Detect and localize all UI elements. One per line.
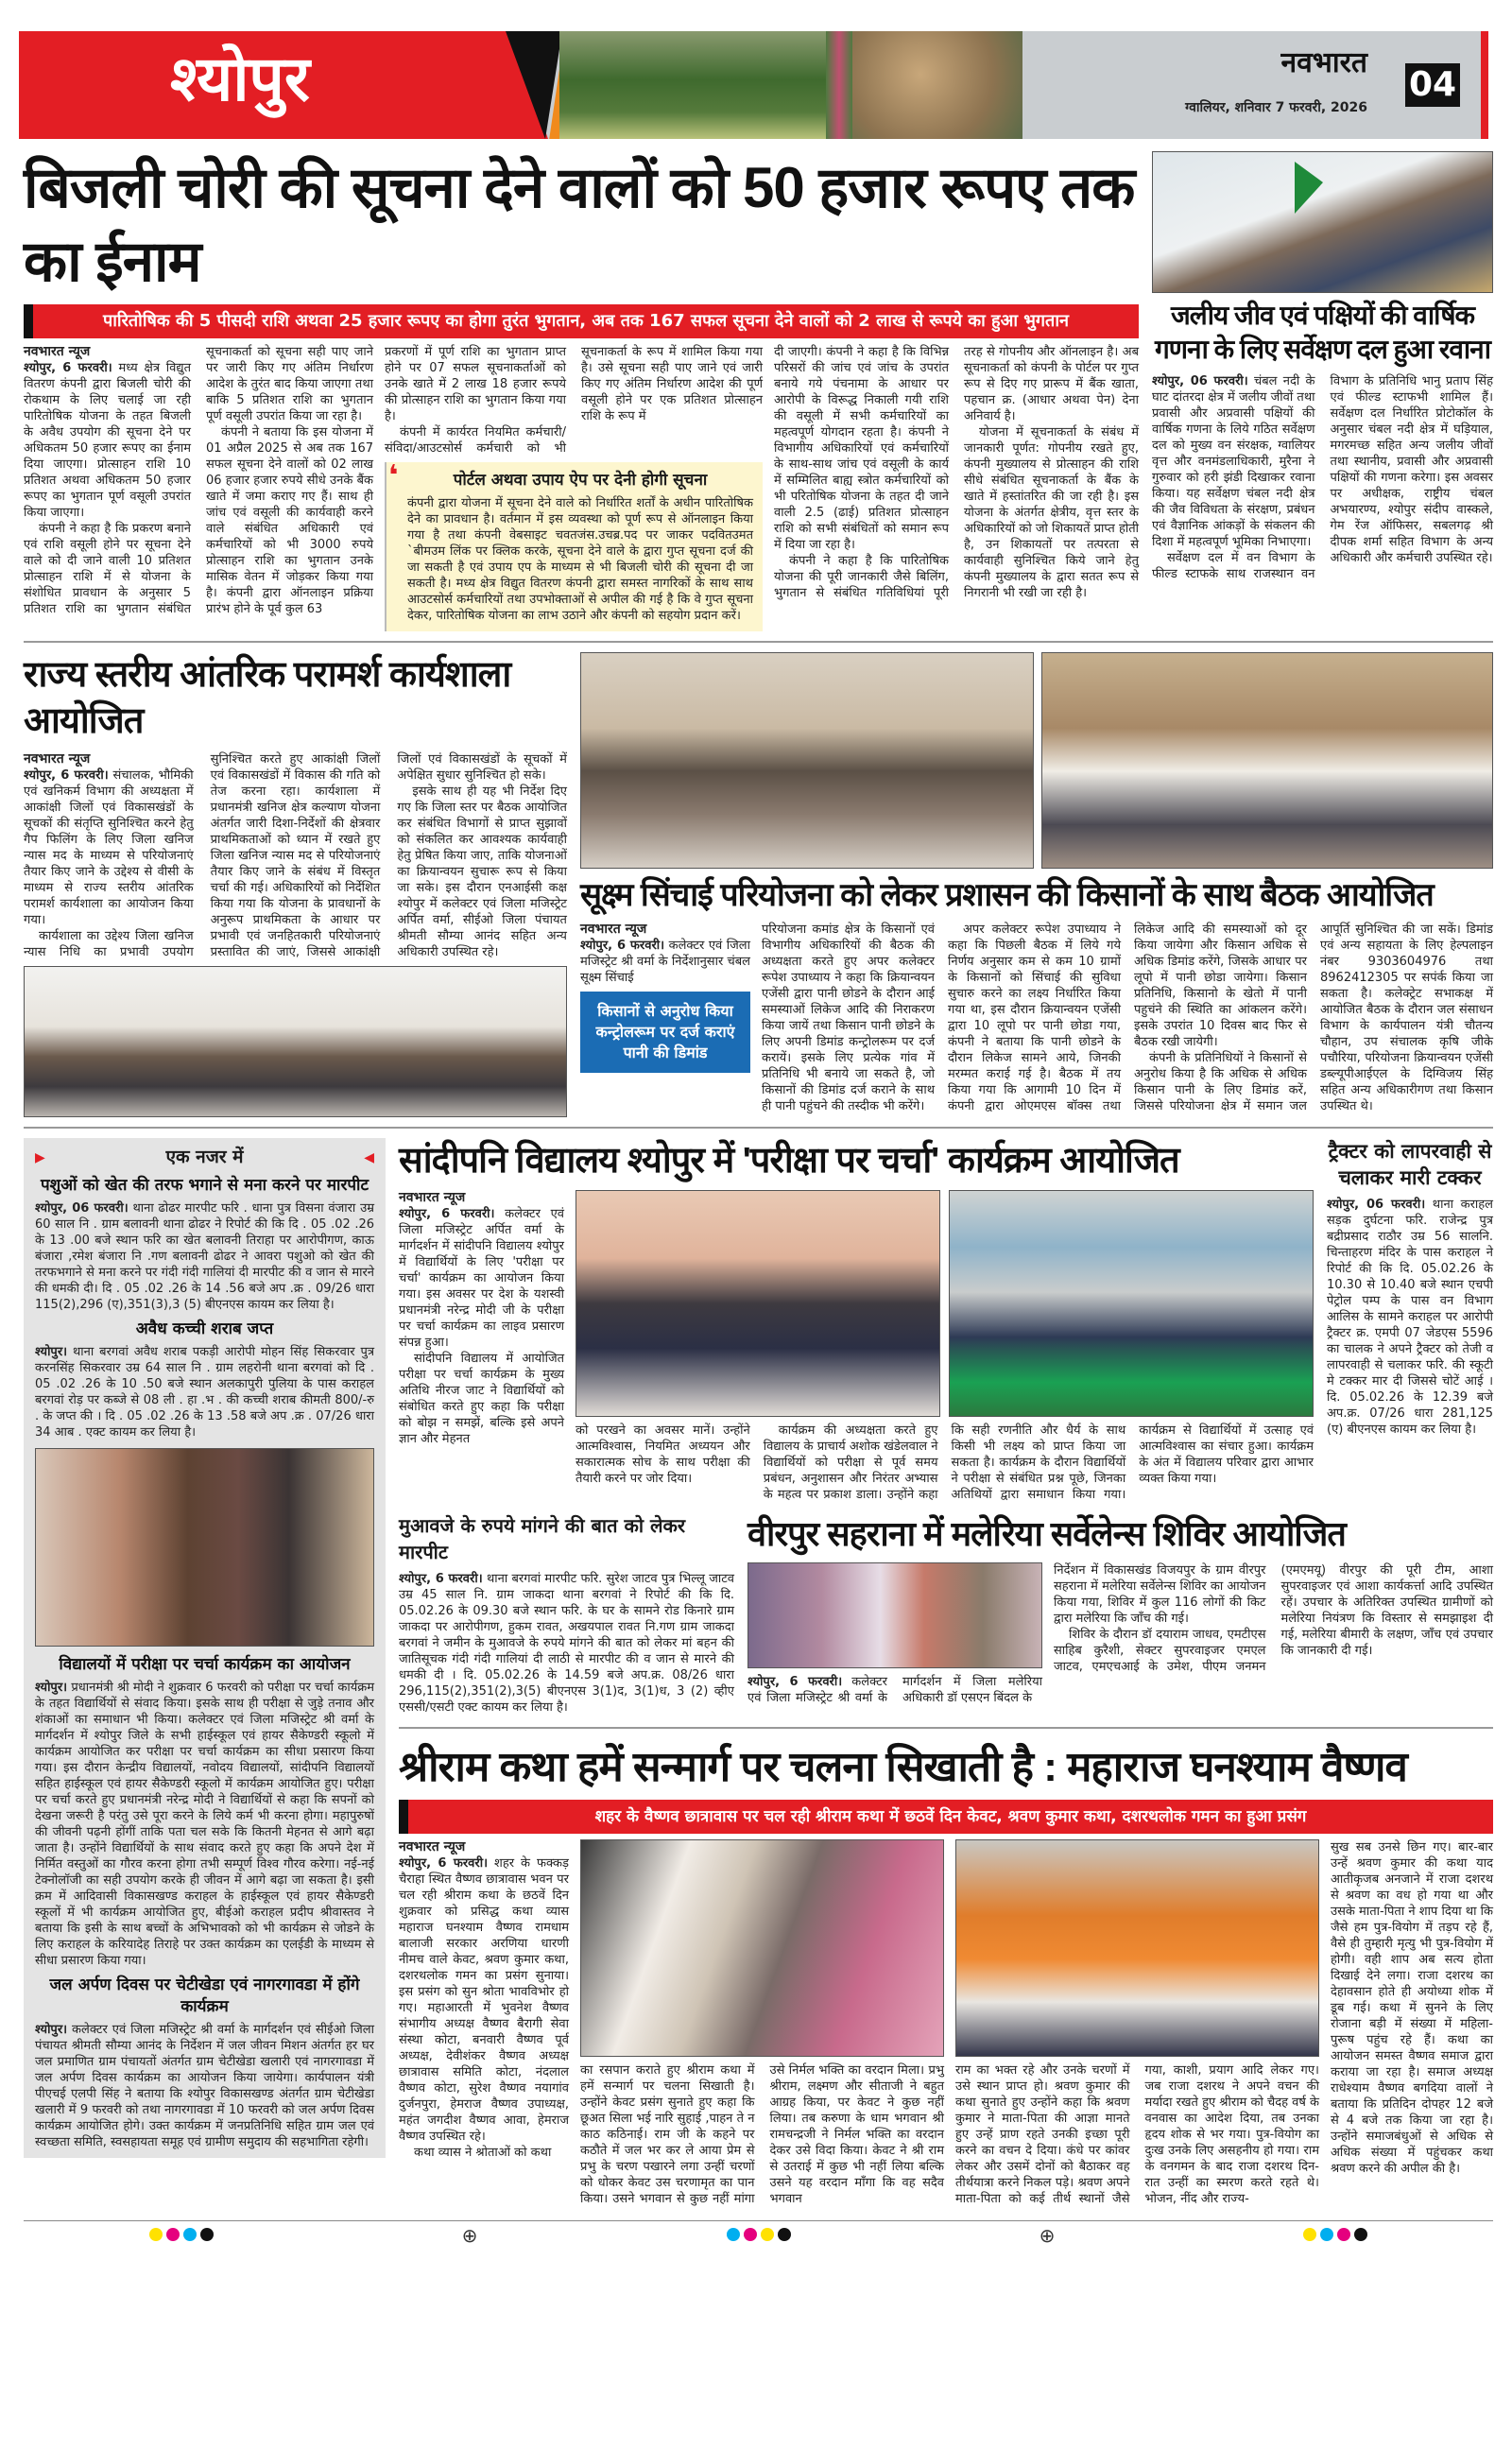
photo-survey-team-boat: [1152, 151, 1493, 293]
sandipani-article: [399, 1138, 1314, 1503]
crosshair-icon: ⊕: [461, 2224, 478, 2248]
jaliya-headline: जलीय जीव एवं पक्षियों की वार्षिक गणना के लिए सर्वेक्षण दल हुआ रवाना: [1155, 301, 1490, 365]
photo-led-broadcast: [35, 1448, 374, 1647]
sandipani-body: को परखने का अवसर मानें। उन्होंने आत्मविश्वास, नियमित अध्ययन और सकारात्मक सोच के साथ परीक्षा की तैयारी करने पर जोर दिया। कार्यक्रम की अध्यक्षता करते हुए विद्यालय के प्राचार्य अशोक खंडेलवाल ने विद्यार्थियों को परीक्षा से पूर्व समय प्रबंधन, अनुशासन और निरंतर अभ्यास के महत्व पर प्रकाश डाला। उन्होंने कहा कि सही रणनीति और धैर्य के साथ किसी भी लक्ष्य को प्राप्त किया जा सकता है। कार्यक्रम के दौरान विद्यार्थियों ने परीक्षा से संबंधित प्रश्न पूछे, जिनका अतिथियों द्वारा समाधान किया गया। कार्यक्रम से विद्यार्थियों में उत्साह एवं आत्मविश्वास का संचार हुआ। कार्यक्रम के अंत में विद्यालय परिवार द्वारा आभार व्यक्त किया गया।: [576, 1423, 1314, 1503]
quote-mark-icon: ❛: [388, 459, 399, 492]
tractor-article: [1327, 1138, 1493, 1438]
photo-malaria-camp: [747, 1562, 1042, 1668]
shriram-article: [399, 1740, 1493, 2207]
lead-body: [24, 344, 1139, 631]
photo-farmers-meeting: [1041, 652, 1493, 869]
right-stories: [399, 1138, 1493, 2208]
page-content: [24, 0, 1493, 2250]
tractor-body: श्योपुर, 06 फरवरी। थाना कराहल सड़क दुर्घटना फरि. राजेन्द्र पुत्र बद्रीप्रसाद राठौर उम्र 56 सालनि. चिन्ताहरण मंदिर के पास कराहल ने रिपोर्ट की कि दि. 05.02.26 के 10.30 से 10.40 बजे स्थान एचपी पेट्रोल पम्प के पास वन विभाग आलिस के सामने कराहल पर आरोपी ट्रैक्टर क्र. एमपी 07 जेडएस 5596 का चालक ने अपने ट्रैक्टर को तेजी व लापरवाही से चलाकर फरि. की स्कूटी मे टक्कर मार दी जिससे चोटें आई । दि. 05.02.26 के 12.39 बजे अप.क्र. 07/26 धारा 281,125 (ए) बीएनएस कायम कर लिया है।: [1327, 1197, 1493, 1437]
color-dots: [1301, 2227, 1369, 2245]
muavje-body: श्योपुर, 6 फरवरी। थाना बरगवां मारपीट फरि. सुरेश जाटव पुत्र भिल्लू जाटव उम्र 45 साल नि. ग्राम जाकदा थाना बरगवां ने रिपोर्ट की कि दि. 05.02.26 के 09.30 बजे स्थान फरि. के घर के सामने रोड किनारे ग्राम जाकदा पर आरोपीगण, हुकम रावत, अखयपाल रावत नि.गण ग्राम जाकदा बरगवां ने जमीन के मुआवजे के रुपये मांगने की बात को लेकर मां बहन की जातिसूचक गंदी गंदी गालियां दी लाठी से मारपीट की व जान से मारने की धमकी दी । दि. 05.02.26 के 14.59 बजे अप.क्र. 08/26 धारा 296,115(2),351(2),3(5) बीएनएस 3(1)द, 3(1)ध, 3 (2) व्हीए एससी/एसटी एक्ट कायम कर लिया है।: [399, 1572, 735, 1716]
rajya-headline: राज्य स्तरीय आंतरिक परामर्श कार्यशाला आयोजित: [24, 654, 511, 742]
lead-headline: बिजली चोरी की सूचना देने वालों को 50 हजार रूपए तक का ईनाम: [24, 156, 1135, 293]
veerpur-article: [747, 1512, 1493, 1706]
quote-title: पोर्टल अथवा उपाय ऐप पर देनी होगी सूचना: [453, 471, 708, 490]
rajya-article: [24, 652, 567, 1117]
lead-middle: [385, 344, 763, 631]
nazar-item-title: अवैध कच्ची शराब जप्त: [135, 1320, 274, 1339]
photo-students-watching-screen: [949, 1190, 1314, 1417]
jaliya-article: [1152, 151, 1493, 582]
divider: [24, 1127, 1493, 1129]
green-flag: [1295, 162, 1323, 214]
sukshm-columns: [580, 922, 1493, 1114]
muavje-article: [399, 1512, 734, 1716]
triangle-left-icon: ◀: [364, 1149, 374, 1165]
section-title: श्योपुर: [170, 43, 310, 115]
ek-nazar-box: ▶ एक नजर में ◀ पशुओं को खेत की तरफ भगाने से मना करने पर मारपीट श्योपुर, 06 फरवरी। थाना ढोढर मारपीट फरि . धाना पुत्र विसना वंजारा उम्र 60 साल नि . ग्राम बलावनी थाना ढोढर ने रिपोर्ट की कि दि . 05 .02 .26 के 13 .00 बजे स्थान फरि का खेत बलावनी तिराहा पर आरोपीगण, काऊ बंजारा ,रमेश बंजारा नि .गण बलावनी ढोढर ने आवरा पशुओ को खेत की तरफभगाने से मना करने पर गंदी गंदी गालियां दी मारपीट की व जान से मारने की धमकी दी। दि . 05 .02 .26 के 14 .56 बजे अप .क्र . 09/26 धारा 115(2),296 (ए),351(3),3 (5) बीएनएस कायम कर लिया है। अवैध कच्ची शराब जप्त श्योपुर। थाना बरगवां अवैध शराब पकड़ी आरोपी मोहन सिंह सिकरवार पुत्र करनसिंह सिकरवार उम्र 64 साल नि . ग्राम लहरोनी थाना बरगवां को दि . 05 .02 .26 के 10 .50 बजे स्थान अलकापुरी पुलिया के पास कराहल बरगवां रोड़ पर कब्जे से 08 ली . हा .भ . की कच्ची शराब कीमती 800/-रु . के जप्त की । दि . 05 .02 .26 के 13 .58 बजे अप .क्र . 07/26 धारा 34 आब . एक्ट कायम कर लिया है। विद्यालयों में परीक्षा पर चर्चा कार्यक्रम का आयोजन श्योपुर। प्रधानमंत्री श्री मोदी ने शुक्रवार 6 फरवरी को परीक्षा पर चर्चा कार्यक्रम के तहत विद्यार्थियों से संवाद किया। इसके साथ ही परीक्षा से जुड़े तनाव और शंकाओं का समाधान भी किया। कलेक्टर एवं जिला मजिस्ट्रेट श्री वर्मा के मार्गदर्शन में श्योपुर जिले के सभी हाईस्कूल एवं हायर सैकेण्डरी स्कूलो में कार्यक्रम आयोजित कर परीक्षा पर चर्चा कार्यक्रम का सीधा प्रसारण किया गया। इस दौरान केन्द्रीय विद्यालयों, नवोदय विद्यालयों, सांदीपनि विद्यालयों सहित हाईस्कूल एवं हायर सैकेण्डरी स्कूलो में कार्यक्रम आयोजित हुए। परीक्षा पर चर्चा करते हुए प्रधानमंत्री नरेन्द्र मोदी ने विद्यार्थियों से कहा कि सपनों को देखना जरूरी है परंतु उसे पूरा करने के लिये कर्म भी करना होगा। महापुरुषों की जीवनी पढ़नी होंगीं ताकि पता चल सके कि कितनी मेहनत से आगे बढ़ा जाता है। उन्होंने विद्यार्थियों के साथ संवाद करते हुए कहा कि अपने देश में निर्मित वस्तुओं का गौरव करना होगा तभी सम्पूर्ण विश्व गौरव करेगा। नई-नई टेक्नोलॉजी का सही उपयोग करके ही जीवन में आगे बढ़ा जा सकता है। इसी क्रम में आदिवासी विकासखण्ड कराहल के हाईस्कूल एवं हायर सैकेण्डरी स्कूलों में भी कार्यक्रम आयोजित हुए, बीईओ कराहल प्रदीप श्रीवास्तव ने बताया कि इसी के साथ बच्चों के अभिभावको को भी कार्यक्रम से जोडने के लिए कराहल के करियादेह तिराहे पर उक्त कार्यक्रम का एलईडी के माध्यम से सीधा प्रसारण किया गया। जल अर्पण दिवस पर चेटीखेडा एवं नागरगावडा में होंगे कार्यक्रम श्योपुर। कलेक्टर एवं जिला मजिस्ट्रेट श्री वर्मा के मार्गदर्शन एवं सीईओ जिला पंचायत श्रीमती सौम्या आनंद के निर्देशन में जल जीवन मिशन अंतर्गत हर घर जल प्रमाणित ग्राम पंचायतों अंतर्गत ग्राम चेटीखेडा खलारी एवं नागरगावडा में जल अर्पण दिवस कार्यक्रम का आयोजन किया जायेगा। कार्यपालन यंत्री पीएचई एलपी सिंह ने बताया कि श्योपुर विकासखण्ड अंतर्गत ग्राम चेटीखेडा खलारी में 9 फरवरी को तथा नागरगावडा में 10 फरवरी को जल अर्पण दिवस कार्यक्रम आयोजित होगे। उक्त कार्यक्रम में जनप्रतिनिधि सहित ग्राम जल एवं स्वच्छता समिति, स्वसहायता समूह एवं ग्रामीण समुदाय की सहभागिता रहेगी।: [24, 1138, 386, 2158]
lead-strapline: पारितोषिक की 5 पीसदी राशि अथवा 25 हजार रूपए का होगा तुरंत भुगतान, अब तक 167 सफल सूचना देने वालों को 2 लाख से रूपये का हुआ भुगतान: [24, 304, 1139, 338]
rajya-body: नवभारत न्यूज श्योपुर, 6 फरवरी। संचालक, भौमिकी एवं खनिकर्म विभाग की अध्यक्षता में आकांक्षी जिलों एवं विकासखंडों के सूचकों की संतृप्ति सुनिश्चित करने हेतु गैप फिलिंग के लिए जिला खनिज न्यास मद के माध्यम से परियोजनाएं तैयार किए जाने के उद्देश्य से वीसी के माध्यम से राज्य स्तरीय आंतरिक परामर्श कार्यशाला का आयोजन किया गया। कार्यशाला का उद्देश्य जिला खनिज न्यास निधि का प्रभावी उपयोग सुनिश्चित करते हुए आकांक्षी जिलों एवं विकासखंडों में विकास की गति को तेज करना रहा। कार्यशाला में प्रधानमंत्री खनिज क्षेत्र कल्याण योजना अंतर्गत जारी दिशा-निर्देशों की क्षेत्रवार प्राथमिकताओं को ध्यान में रखते हुए जिला खनिज न्यास मद से परियोजनाएं तैयार किए जाने के संबंध में विस्तृत चर्चा की गई। अधिकारियों को निर्देशित किया गया कि योजना के प्रावधानों के अनुरूप प्राथमिकता के आधार पर प्रभावी एवं जनहितकारी परियोजनाएं प्रस्तावित की जाएं, जिससे आकांक्षी जिलों एवं विकासखंडों के सूचकों में अपेक्षित सुधार सुनिश्चित हो सके। इसके साथ ही यह भी निर्देश दिए गए कि जिला स्तर पर बैठक आयोजित कर संबंधित विभागों से प्राप्त सुझावों को संकलित कर आवश्यक कार्यवाही हेतु प्रेषित किया जाए, ताकि योजनाओं का क्रियान्वयन सुचारू रूप से किया जा सके। इस दौरान एनआईसी कक्ष श्योपुर में कलेक्टर एवं जिला मजिस्ट्रेट अर्पित वर्मा, सीईओ जिला पंचायत श्रीमती सौम्या आनंद सहित अन्य अधिकारी उपस्थित रहे।: [24, 751, 567, 959]
meeting-photos: [580, 652, 1493, 869]
muavje-headline: मुआवजे के रुपये मांगने की बात को लेकर मारपीट: [399, 1514, 686, 1564]
veerpur-body-under-photo: श्योपुर, 6 फरवरी। कलेक्टर एवं जिला मजिस्ट्रेट श्री वर्मा के मार्गदर्शन में जिला मलेरिया अधिकारी डॉ एसएन बिंदल के: [747, 1674, 1042, 1705]
tractor-headline: ट्रैक्टर को लापरवाही से चलाकर मारी टक्कर: [1328, 1139, 1492, 1189]
lead-body-right: दी जाएगी। कंपनी ने कहा है कि विभिन्न परिसरों की जांच एवं जांच के उपरांत बनाये गये पंचनामा के आधार पर आरोपी के विरूद्ध निकाली गयी राशि की वसूली में सभी कर्मचारियों का महत्वपूर्ण योगदान रहता है। कंपनी ने विभागीय अधिकारियों एवं कर्मचारियों के साथ-साथ जांच एवं वसूली के कार्य में सम्मिलित बाह्य स्त्रोत कर्मचारियों को भी परितोषिक योजना के तहत दी जाने वाली 2.5 (ढाई) प्रतिशत प्रोत्साहन राशि को सभी संबंधितों को समान रूप में दिया जा रहा है। कंपनी ने कहा है कि पारितोषिक योजना की पूरी जानकारी जैसे बिलिंग, भुगतान से संबंधित गतिविधियां पूरी तरह से गोपनीय और ऑनलाइन है। अब सूचनाकर्ता को कंपनी के पोर्टल पर गुप्त रूप से दिए गए प्रारूप में बैंक खाता, पहचान क्र. (आधार अथवा पेन) देना अनिवार्य है। योजना में सूचनाकर्ता के संबंध में जानकारी पूर्णत: गोपनीय रखते हुए, कंपनी मुख्यालय से प्रोत्साहन की राशि सीधे संबंधित सूचनाकर्ता के बैंक के खाते में हस्तांतरित की जा रही है। इस योजना के अंतर्गत क्षेत्रीय, वृत्त स्तर के अधिकारियों को जो शिकायतें प्राप्त होती है, उन शिकायतों पर तत्परता से कार्यवाही सुनिश्चित किये जाने हेतु कंपनी मुख्यालय के द्वारा सतत रूप से निगरानी भी रखी जा रही है।: [774, 345, 1139, 600]
registration-marks: [24, 2221, 1493, 2250]
crosshair-icon: ⊕: [1039, 2224, 1056, 2248]
lead-quote-box: [385, 459, 763, 631]
shriram-headline: श्रीराम कथा हमें सन्मार्ग पर चलना सिखाती है : महाराज घनश्याम वैष्णव: [399, 1744, 1407, 1791]
nazar-item-title: विद्यालयों में परीक्षा पर चर्चा कार्यक्रम का आयोजन: [59, 1655, 351, 1675]
page-number: 04: [1405, 63, 1460, 107]
color-dots: [725, 2227, 793, 2245]
sukshm-article: [580, 652, 1493, 1114]
shriram-body-mid: का रसपान कराते हुए श्रीराम कथा में हमें सन्मार्ग पर चलना सिखाती है। उन्होंने केवट प्रसंग सुनाते हुए कहा कि छूअत सिला भई नारि सुहाई ,पाहन ते न काठ कठिनाई। राम जी के कहने पर कठौते में जल भर कर ले आया प्रेम से प्रभु के चरण पखारने लगा उन्हीं चरणों को धोकर केवट उस चरणामृत का पान किया। उसने भगवान से कुछ नहीं मांगा उसे निर्मल भक्ति का वरदान मिला। प्रभु श्रीराम, लक्ष्मण और सीताजी ने बहुत आग्रह किया, पर केवट ने कुछ नहीं लिया। तब करुणा के धाम भगवान श्री रामचन्द्रजी ने निर्मल भक्ति का वरदान देकर उसे विदा किया। केवट ने श्री राम से उतराई में कुछ भी नहीं लिया बल्कि उसने यह वरदान माँगा कि वह सदैव भगवान: [580, 2063, 944, 2207]
edition-dateline: ग्वालियर, शनिवार 7 फरवरी, 2026: [1185, 100, 1367, 115]
quote-text: कंपनी द्वारा योजना में सूचना देने वाले को निर्धारित शर्तों के अधीन पारितोषिक देने का प्रावधान है। वर्तमान में इस व्यवस्था को पूर्ण रूप से ऑनलाइन किया गया है तथा कंपनी वेबसाइट चवतजंस.उचब्र.पद पर जाकर पदवितउमत `बीमउम लिंक पर क्लिक करके, सूचना देने वाले के द्वारा गुप्त सूचना दर्ज की जा सकती है एवं उपाय एप के माध्यम से भी बिजली चोरी की सूचना दी जा सकती है। मध्य क्षेत्र विद्युत वितरण कंपनी द्वारा समस्त नागरिकों के साथ साथ आउटसोर्स कर्मचारियों तथा उपभोक्ताओं से अपील की गई है कि वे गुप्त सूचना देकर, पारितोषिक योजना का लाभ उठाने और कंपनी को सहयोग प्रदान करें।: [407, 495, 753, 623]
shriram-strapline: शहर के वैष्णव छात्रावास पर चल रही श्रीराम कथा में छठवें दिन केवट, श्रवण कुमार कथा, दशरथलोक गमन का हुआ प्रसंग: [399, 1800, 1493, 1834]
nazar-item-title: जल अर्पण दिवस पर चेटीखेडा एवं नागरगावडा में होंगे कार्यक्रम: [49, 1976, 360, 2017]
sukshm-body: परियोजना कमांड क्षेत्र के किसानों एवं विभागीय अधिकारियों की बैठक की अध्यक्षता करते हुए अपर कलेक्टर रूपेश उपाध्याय ने कहा कि क्रियान्वयन एजेंसी द्वारा पानी छोडने के दौरान आई समस्याओं लिकेज आदि की निराकरण किया जायें तथा किसान पानी छोडने के लिए अपनी डिमांड कन्ट्रोलरूम पर दर्ज करायें। इसके लिए प्रत्येक गांव में प्रतिनिधि भी बनाये जा सकते है, जो किसानों की डिमांड दर्ज कराने के साथ ही पानी पहुंचने की तस्दीक भी करेंगे। अपर कलेक्टर रूपेश उपाध्याय ने कहा कि पिछली बैठक में लिये गये निर्णय अनुसार कम से कम 10 ग्रामों के किसानों को सिंचाई की सुविधा सुचारु करने का लक्ष्य निर्धारित किया गया था, इस दौरान क्रियान्वयन एजेंसी द्वारा 10 लूपो पर पानी छोडा गया, कंपनी ने बताया कि पानी छोडने के दौरान लिकेज सामने आये, जिनकी मरम्मत कराई गई है। बैठक में तय किया गया कि आगामी 10 दिन में कंपनी द्वारा ओएमएस बॉक्स तथा लिकेज आदि की समस्याओं को दूर किया जायेगा और किसान अधिक से अधिक डिमांड करेंगे, जिसके आधार पर लूपो में पानी छोडा जायेगा। किसान प्रतिनिधि, किसानो के खेतो में पानी पहुचंने की स्थिति का आंकलन करेंगे। इसके उपरांत 10 दिवस बाद फिर से बैठक रखी जायेगी। कंपनी के प्रतिनिधियों ने किसानों से अनुरोध किया है कि अधिक से अधिक किसान पानी के लिए डिमांड करें, जिससे परियोजना क्षेत्र में समान जल आपूर्ति सुनिश्चित की जा सकें। डिमांड एवं अन्य सहायता के लिए हेल्पलाइन नंबर 9303604976 तथा 8962412305 पर सपंर्क किया जा सकता है। कलेक्ट्रेट सभाकक्ष में आयोजित बैठक के दौरान जल संसाधन विभाग के कार्यपालन यंत्री चौतन्य चौहान, उप संचालक कृषि जीके पचौरिया, परियोजना क्रियान्वयन एजेंसी डब्ल्यूपीआईएल के दिग्विजय सिंह सहित अन्य अधिकारीगण तथा किसान उपस्थित थे।: [762, 923, 1493, 1114]
lead-article: [24, 151, 1139, 631]
lead-body-middle: प्रकरणों में पूर्ण राशि का भुगतान प्राप्त होने पर 07 सफल सूचनाकर्ताओं को उनके खाते में 2 लाख 18 हजार रूपये की प्रोत्साहन राशि का भुगतान किया गया है। कंपनी में कार्यरत नियमित कर्मचारी/ संविदा/आउटसोर्स कर्मचारी को भी सूचनाकर्ता के रूप में शामिल किया गया है। उसे सूचना सही पाए जाने एवं जारी किए गए अंतिम निर्धारण आदेश की पूर्ण वसूली होने पर एक प्रतिशत प्रोत्साहन राशि के रूप में: [385, 345, 763, 456]
nazar-item-title: पशुओं को खेत की तरफ भगाने से मना करने पर मारपीट: [40, 1176, 369, 1196]
sukshm-headline: सूक्ष्म सिंचाई परियोजना को लेकर प्रशासन की किसानों के साथ बैठक आयोजित: [580, 876, 1434, 913]
divider: [24, 641, 1493, 643]
shriram-col1: नवभारत न्यूज श्योपुर, 6 फरवरी। शहर के फक्कड़ चैराहा स्थित वैष्णव छात्रावास भवन पर चल रही श्रीराम कथा के छठवें दिन शुक्रवार को प्रसिद्ध कथा व्यास महाराज घनश्याम वैष्णव रामधाम बालाजी सरकार अरणिया धारणी नीमच वाले केवट, श्रवण कुमार कथा, दशरथलोक गमन का प्रसंग सुनाया। इस प्रसंग को सुन श्रोता भावविभोर हो गए। महाआरती में भुवनेश वैष्णव संभागीय अध्यक्ष वैष्णव बैरागी सेवा संस्था कोटा, बनवारी वैष्णव पूर्व अध्यक्ष, देवीशंकर वैष्णव अध्यक्ष छात्रावास समिति कोटा, नंदलाल वैष्णव कोटा, सुरेश वैष्णव नयागांव दुर्जनपुरा, हेमराज वैष्णव उपाध्यक्ष, महंत जगदीश वैष्णव आवा, हेमराज वैष्णव उपस्थित रहे। कथा व्यास ने श्रोताओं को कथा: [399, 1839, 569, 2161]
row-second: [24, 652, 1493, 1117]
row-sandipani: [399, 1138, 1493, 1503]
color-dots: [147, 2227, 215, 2245]
triangle-right-icon: ▶: [35, 1149, 45, 1165]
photo-workshop-officials: [24, 966, 567, 1117]
shriram-body-right: राम का भक्त रहे और उनके चरणों में उसे स्थान प्राप्त हो। श्रवण कुमार की कथा सुनाते हुए उन्होंने कहा कि श्रवण कुमार ने माता-पिता की आज्ञा मानते हुए उन्हें प्राण रहते उनकी इच्छा पूरी करने का वचन दे दिया। कंधे पर कांवर लेकर और उसमें दोनों को बैठाकर वह तीर्थयात्रा करने निकल पड़े। श्रवण अपने माता-पिता को कई तीर्थ स्थानों जैसे गया, काशी, प्रयाग आदि लेकर गए। जब राजा दशरथ ने अपने वचन की मर्यादा रखते हुए श्रीराम को चैदह वर्ष के वनवास का आदेश दिया, तब उनका हृदय शोक से भर गया। पुत्र-वियोग का दुःख उनके लिए असहनीय हो गया। राम के वनगमन के बाद राजा दशरथ दिन-रात उन्हीं का स्मरण करते रहते थे। भोजन, नींद और राज्य-: [955, 2063, 1319, 2207]
sukshm-col1: नवभारत न्यूज श्योपुर, 6 फरवरी। कलेक्टर एवं जिला मजिस्ट्रेट श्री वर्मा के निर्देशानुसार चंबल सूक्ष्म सिंचाई किसानों से अनुरोध किया कन्ट्रोलरूम पर दर्ज कराएं पानी की डिमांड: [580, 922, 750, 1078]
photo-guests-on-stage: [576, 1190, 940, 1417]
veerpur-headline: वीरपुर सहराना में मलेरिया सर्वेलेन्स शिविर आयोजित: [747, 1514, 1346, 1554]
sandipani-col1: नवभारत न्यूज श्योपुर, 6 फरवरी। कलेक्टर एवं जिला मजिस्ट्रेट अर्पित वर्मा के मार्गदर्शन में सांदीपनि विद्यालय श्योपुर में विद्यार्थियों के लिए 'परीक्षा पर चर्चा' कार्यक्रम का आयोजन किया गया। इस अवसर पर देश के यशस्वी प्रधानमंत्री नरेन्द्र मोदी जी के परीक्षा पर चर्चा कार्यक्रम का लाइव प्रसारण संपन्न हुआ। सांदीपनि विद्यालय में आयोजित परीक्षा पर चर्चा कार्यक्रम के मुख्य अतिथि नीरज जाट ने विद्यार्थियों को संबोधित करते हुए कहा कि परीक्षा को बोझ न समझें, बल्कि इसे अपने ज्ञान और मेहनत: [399, 1190, 564, 1447]
jaliya-body: श्योपुर, 06 फरवरी। चंबल नदी के घाट दांतरदा क्षेत्र में जलीय जीवों तथा प्रवासी और अप्रवासी पक्षियों की वार्षिक गणना के लिये गठित सर्वेक्षण दल को मुख्य वन संरक्षक, ग्वालियर वृत्त और वनमंडलाधिकारी, मुरैना ने गुरुवार को हरी झंडी दिखाकर रवाना किया। यह सर्वेक्षण चंबल नदी क्षेत्र की जैव विविधता के संरक्षण, प्रबंधन एवं वैज्ञानिक आंकड़ों के संकलन की दिशा में महत्वपूर्ण भूमिका निभाएगा। सर्वेक्षण दल में वन विभाग के फील्ड स्टाफके साथ राजस्थान वन विभाग के प्रतिनिधि भानु प्रताप सिंह एवं फील्ड स्टाफभी शामिल हैं। सर्वेक्षण दल निर्धारित प्रोटोकॉल के अनुसार चंबल नदी क्षेत्र में घड़ियाल, मगरमच्छ सहित अन्य जलीय जीवों तथा स्थानीय, प्रवासी और अप्रवासी पक्षियों की गणना करेगा। इस अवसर पर अधीक्षक, राष्ट्रीय चंबल अभयारण्य, श्योपुर संदीप वास्कले, गेम रेंज ऑफिसर, सबलगढ़ श्री दीपक शर्मा सहित विभाग के अन्य अधिकारी और कर्मचारी उपस्थित रहे।: [1152, 373, 1493, 581]
sukshm-highlight-box: किसानों से अनुरोध किया कन्ट्रोलरूम पर दर्ज कराएं पानी की डिमांड: [580, 992, 750, 1073]
row-lead: [24, 151, 1493, 631]
photo-katha-stage-felicitation: [580, 1839, 944, 2057]
row-veerpur: [399, 1512, 1493, 1716]
photo-collector-meeting: [580, 652, 1034, 869]
shriram-col-last: सुख सब उनसे छिन गए। बार-बार उन्हें श्रवण कुमार की कथा याद आतीकृजब अनजाने में राजा दशरथ से श्रवण का वध हो गया था और उसके माता-पिता ने शाप दिया था कि जैसे हम पुत्र-वियोग में तड़प रहे हैं, वैसे ही तुम्हारी मृत्यु भी पुत्र-वियोग में होगी। वही शाप अब सत्य होता दिखाई देने लगा। राजा दशरथ का देहावसान होते ही अयोध्या शोक में डूब गई। कथा में सुनने के लिए रोजाना बड़ी में संख्या में महिला-पुरूष पहुंच रहे हैं। कथा का आयोजन समस्त वैष्णव समाज द्वारा कराया जा रहा है। समाज अध्यक्ष राधेश्याम वैष्णव बगदिया वालों ने बताया कि प्रतिदिन दोपहर 12 बजे से 4 बजे तक किया जा रहा है। उन्होंने समाजबंधुओं से अधिक से अधिक संख्या में पहुंचकर कथा श्रवण करने की अपील की है।: [1331, 1840, 1493, 2177]
lead-body-left: नवभारत न्यूज श्योपुर, 6 फरवरी। मध्य क्षेत्र विद्युत वितरण कंपनी द्वारा बिजली चोरी की रोकथाम के लिए चलाई जा रही पारितोषिक योजना के तहत बिजली के अवैध उपयोग की सूचना देने पर अधिकतम 50 हजार रूपए का ईनाम दिया जाएगा। प्रोत्साहन राशि 10 प्रतिशत अथवा अधिकतम 50 हजार रूपए का भुगतान पूर्ण वसूली उपरांत किया जाएगा। कंपनी ने कहा है कि प्रकरण बनाने एवं राशि वसूली होने पर सूचना देने वाले को दी जाने वाली 10 प्रतिशत प्रोत्साहन राशि में से योजना के संशोधित प्रावधान के अनुसार 5 प्रतिशत राशि का भुगतान संबंधित सूचनाकर्ता को सूचना सही पाए जाने पर जारी किए गए अंतिम निर्धारण आदेश के तुरंत बाद किया जाएगा तथा बाकि 5 प्रतिशत राशि का भुगतान पूर्ण वसूली उपरांत किया जा रहा है। कंपनी ने बताया कि इस योजना में 01 अप्रैल 2025 से अब तक 167 सफल सूचना देने वालों को 02 लाख 06 हजार हजार रुपये सीधे उनके बैंक खाते में जमा कराए गए हैं। साथ ही जांच एवं वसूली की कार्यवाही करने वाले संबंधित अधिकारी एवं कर्मचारियों को भी 3000 रुपये प्रोत्साहन राशि का भुगतान उनके मासिक वेतन में जोड़कर किया गया है। कंपनी द्वारा ऑनलाइन प्रक्रिया प्रारंभ होने के पूर्व कुल 63: [24, 344, 373, 616]
sandipani-headline: सांदीपनि विद्यालय श्योपुर में 'परीक्षा पर चर्चा' कार्यक्रम आयोजित: [399, 1140, 1179, 1181]
divider: [399, 1727, 1493, 1729]
veerpur-body: निर्देशन में विकासखंड विजयपुर के ग्राम वीरपुर सहराना में मलेरिया सर्वेलेन्स शिविर का आयोजन किया गया, शिविर में कुल 116 लोगों की किट द्वारा मलेरिया कि जाँच की गई। शिविर के दौरान डॉ दयाराम जाधव, एमटीएस साहिब कुरैशी, सेक्टर सुपरवाइजर एमएल जाटव, एमएचआई के उमेश, पीएम जनमन (एमएमयू) वीरपुर की पूरी टीम, आशा सुपरवाइजर एवं आशा कार्यकर्त्ता आदि उपस्थित रहें। उपचार के अतिरिक्त उपस्थित ग्रामीणों को मलेरिया नियंत्रण कि विस्तार से समझाइश दी गई, मलेरिया बीमारी के लक्षण, जाँच एवं उपचार कि जानकारी दी गई।: [1054, 1562, 1493, 1674]
ek-nazar-heading: ▶ एक नजर में ◀: [35, 1146, 374, 1167]
newspaper-name: नवभारत: [1280, 46, 1367, 79]
photo-devotees-saffron-scarves: [955, 1839, 1319, 2057]
row-third: [24, 1138, 1493, 2208]
